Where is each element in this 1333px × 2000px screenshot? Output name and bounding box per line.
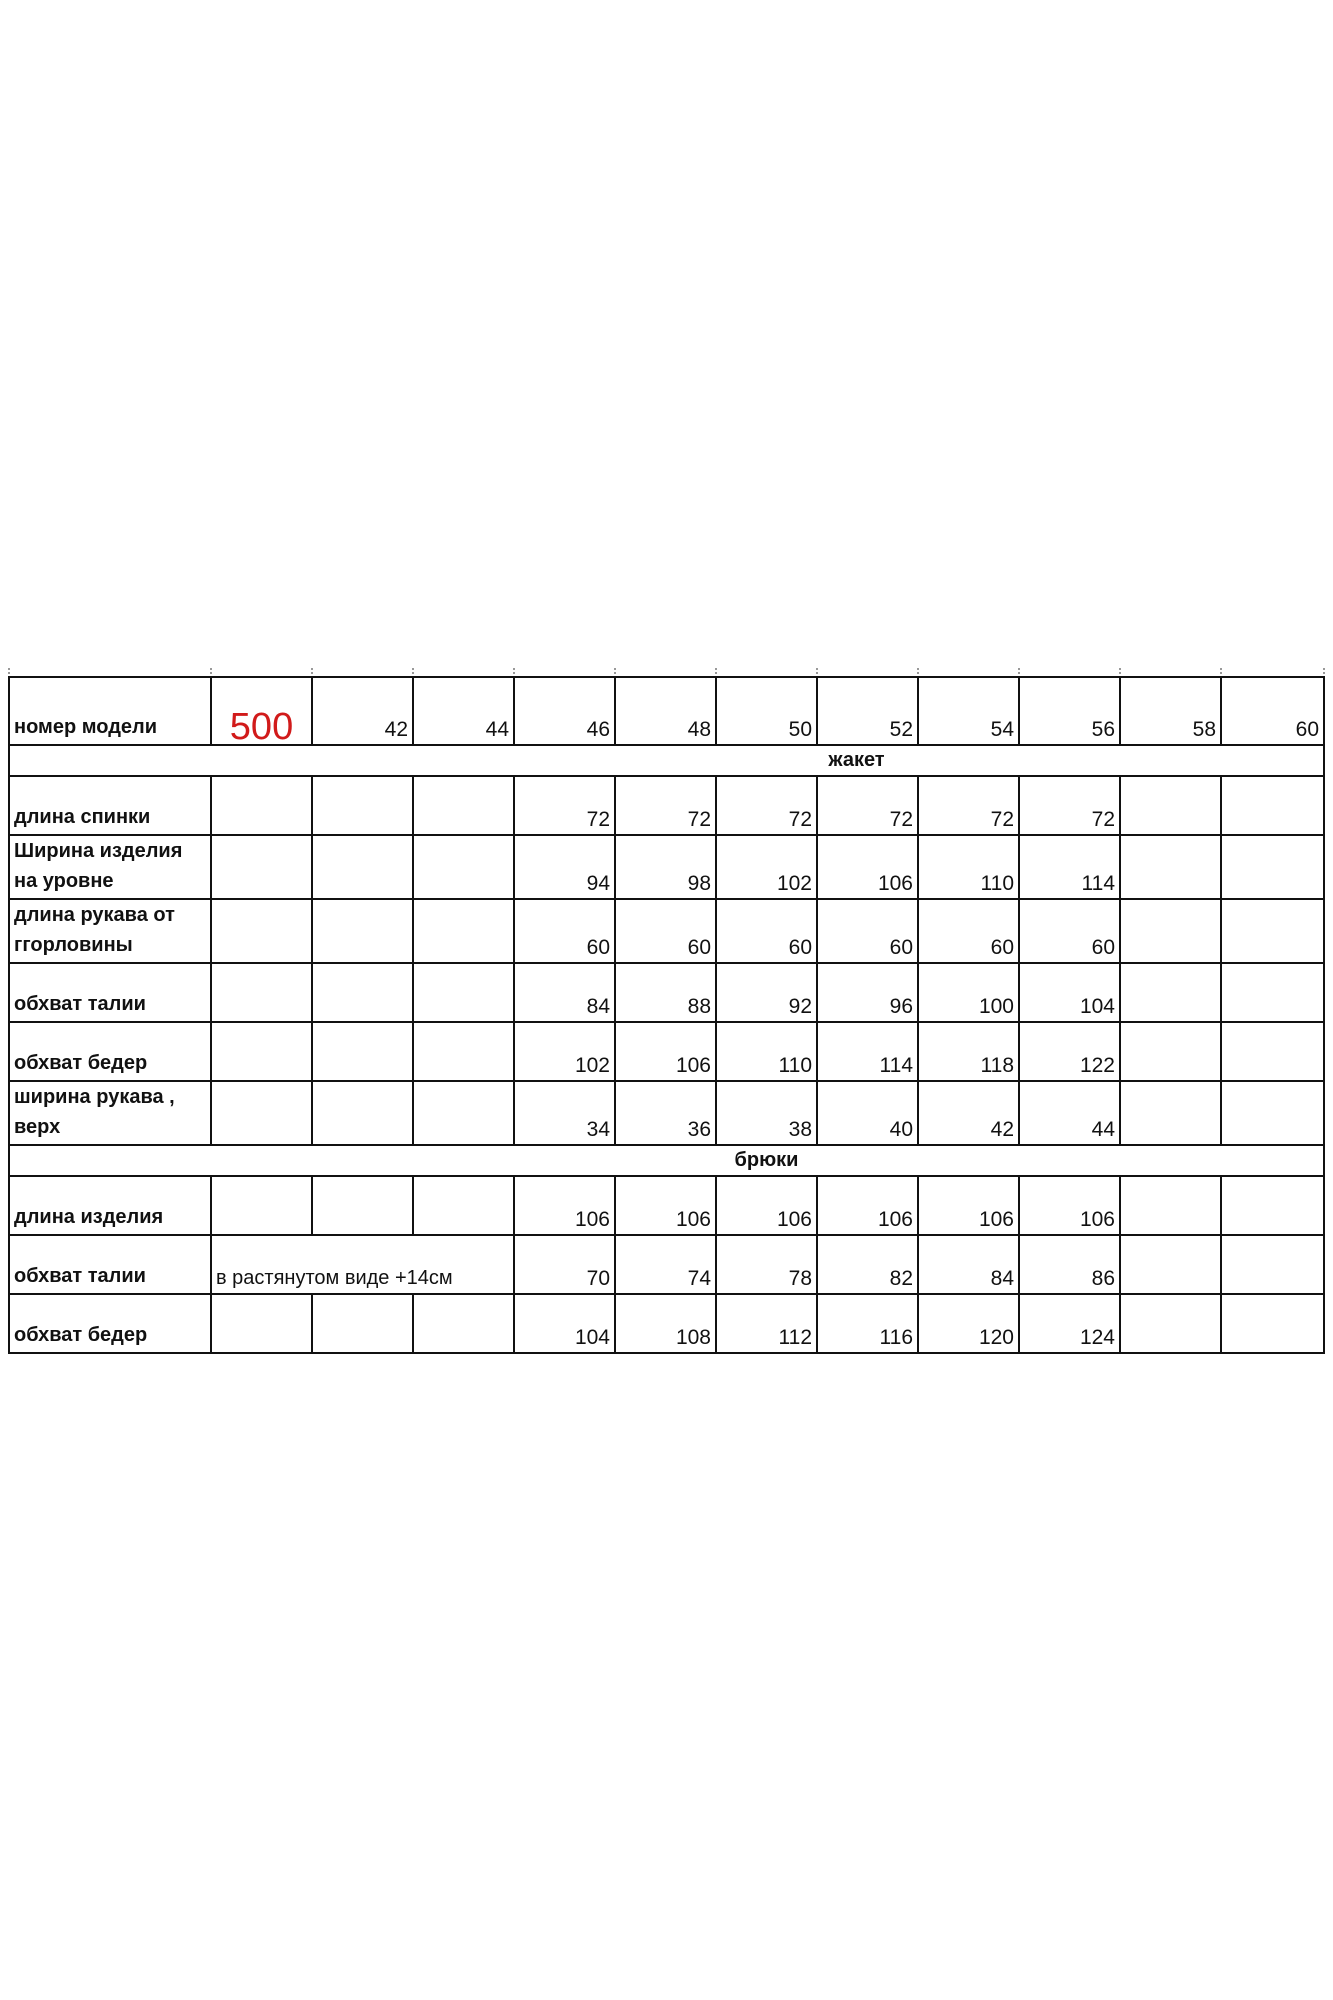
measurement-value — [413, 1176, 514, 1235]
measurement-value: 110 — [918, 835, 1019, 899]
measurement-value — [413, 963, 514, 1022]
empty-cell — [211, 963, 312, 1022]
measurement-value: 106 — [615, 1022, 716, 1081]
measurement-value: 42 — [918, 1081, 1019, 1145]
measurement-value: 102 — [716, 835, 817, 899]
measurement-value — [1221, 1022, 1324, 1081]
size-header-cell: 48 — [615, 677, 716, 745]
measurement-value — [1120, 899, 1221, 963]
table-row — [9, 963, 1324, 1022]
measurement-label: обхват талии — [9, 963, 211, 1022]
measurement-label: обхват бедер — [9, 1294, 211, 1353]
measurement-value: 44 — [1019, 1081, 1120, 1145]
table-row — [9, 1294, 1324, 1353]
measurement-label: длина спинки — [9, 776, 211, 835]
table-row — [9, 1081, 1324, 1145]
measurement-value: 86 — [1019, 1235, 1120, 1294]
measurement-value: 106 — [1019, 1176, 1120, 1235]
table-row — [9, 776, 1324, 835]
measurement-value — [312, 1081, 413, 1145]
empty-cell — [211, 776, 312, 835]
measurement-value — [312, 1022, 413, 1081]
measurement-value — [413, 835, 514, 899]
size-header-cell: 54 — [918, 677, 1019, 745]
section-title: брюки — [9, 1145, 1324, 1176]
measurement-value: 106 — [817, 835, 918, 899]
size-header-cell: 56 — [1019, 677, 1120, 745]
measurement-label: длина рукава от ггорловины — [9, 899, 211, 963]
measurement-label: длина изделия — [9, 1176, 211, 1235]
measurement-label: ширина рукава , верх — [9, 1081, 211, 1145]
measurement-value — [312, 776, 413, 835]
measurement-value — [413, 1022, 514, 1081]
model-number-label: номер модели — [9, 677, 211, 745]
measurement-value: 38 — [716, 1081, 817, 1145]
measurement-label: обхват талии — [9, 1235, 211, 1294]
measurement-label: Ширина изделия на уровне — [9, 835, 211, 899]
section-row — [9, 1145, 1324, 1176]
measurement-value — [1120, 1176, 1221, 1235]
measurement-value — [312, 1176, 413, 1235]
measurement-value: 74 — [615, 1235, 716, 1294]
measurement-value — [1221, 1081, 1324, 1145]
measurement-value: 60 — [1019, 899, 1120, 963]
size-header-cell: 60 — [1221, 677, 1324, 745]
measurement-value: 106 — [918, 1176, 1019, 1235]
table-row — [9, 1235, 1324, 1294]
measurement-value: 106 — [615, 1176, 716, 1235]
size-header-cell: 46 — [514, 677, 615, 745]
measurement-value: 70 — [514, 1235, 615, 1294]
model-number-value: 500 — [211, 677, 312, 745]
measurement-value: 72 — [817, 776, 918, 835]
empty-cell — [211, 899, 312, 963]
empty-cell — [211, 1294, 312, 1353]
measurement-value — [312, 963, 413, 1022]
size-header-cell: 58 — [1120, 677, 1221, 745]
measurement-value: 88 — [615, 963, 716, 1022]
measurement-value: 106 — [716, 1176, 817, 1235]
measurement-value: 72 — [514, 776, 615, 835]
measurement-value: 60 — [615, 899, 716, 963]
table-row — [9, 835, 1324, 899]
measurement-value — [1120, 776, 1221, 835]
size-chart-table — [8, 676, 1325, 1354]
measurement-value: 60 — [514, 899, 615, 963]
measurement-value — [1221, 963, 1324, 1022]
measurement-value: 40 — [817, 1081, 918, 1145]
measurement-value — [1120, 1081, 1221, 1145]
measurement-value: 120 — [918, 1294, 1019, 1353]
measurement-value: 108 — [615, 1294, 716, 1353]
measurement-value — [1221, 1176, 1324, 1235]
measurement-value — [1221, 1294, 1324, 1353]
measurement-value — [1221, 1235, 1324, 1294]
section-title: жакет — [9, 745, 1324, 776]
measurement-value: 114 — [1019, 835, 1120, 899]
measurement-value — [1221, 776, 1324, 835]
measurement-value — [413, 1081, 514, 1145]
measurement-value — [1120, 835, 1221, 899]
measurement-label: обхват бедер — [9, 1022, 211, 1081]
header-row — [9, 677, 1324, 745]
measurement-value: 72 — [918, 776, 1019, 835]
measurement-value — [312, 835, 413, 899]
measurement-value: 102 — [514, 1022, 615, 1081]
empty-cell — [211, 835, 312, 899]
measurement-value: 78 — [716, 1235, 817, 1294]
measurement-note: в растянутом виде +14см — [211, 1235, 312, 1294]
size-header-cell: 50 — [716, 677, 817, 745]
measurement-value: 106 — [514, 1176, 615, 1235]
measurement-value: 112 — [716, 1294, 817, 1353]
table-row — [9, 899, 1324, 963]
size-header-cell: 42 — [312, 677, 413, 745]
measurement-value: 122 — [1019, 1022, 1120, 1081]
measurement-value: 82 — [817, 1235, 918, 1294]
measurement-value: 116 — [817, 1294, 918, 1353]
empty-cell — [211, 1176, 312, 1235]
measurement-value — [413, 776, 514, 835]
measurement-value: 118 — [918, 1022, 1019, 1081]
measurement-value: 36 — [615, 1081, 716, 1145]
measurement-value — [312, 899, 413, 963]
table-row — [9, 1176, 1324, 1235]
size-header-cell: 52 — [817, 677, 918, 745]
measurement-value: 72 — [716, 776, 817, 835]
measurement-value — [1120, 963, 1221, 1022]
measurement-value: 60 — [716, 899, 817, 963]
measurement-value: 84 — [514, 963, 615, 1022]
measurement-value — [413, 899, 514, 963]
measurement-value: 124 — [1019, 1294, 1120, 1353]
measurement-value — [1221, 899, 1324, 963]
section-row — [9, 745, 1324, 776]
measurement-value — [1120, 1235, 1221, 1294]
measurement-value: 114 — [817, 1022, 918, 1081]
measurement-value: 34 — [514, 1081, 615, 1145]
measurement-value — [413, 1294, 514, 1353]
measurement-value: 94 — [514, 835, 615, 899]
empty-cell — [211, 1022, 312, 1081]
measurement-value: 100 — [918, 963, 1019, 1022]
measurement-value — [312, 1294, 413, 1353]
measurement-value: 92 — [716, 963, 817, 1022]
measurement-value: 98 — [615, 835, 716, 899]
size-header-cell: 44 — [413, 677, 514, 745]
measurement-value: 84 — [918, 1235, 1019, 1294]
measurement-value — [1120, 1294, 1221, 1353]
measurement-value: 72 — [615, 776, 716, 835]
empty-cell — [211, 1081, 312, 1145]
measurement-value: 104 — [514, 1294, 615, 1353]
measurement-value — [1120, 1022, 1221, 1081]
measurement-value: 104 — [1019, 963, 1120, 1022]
measurement-value: 96 — [817, 963, 918, 1022]
table-row — [9, 1022, 1324, 1081]
measurement-value: 110 — [716, 1022, 817, 1081]
measurement-value: 60 — [918, 899, 1019, 963]
measurement-value: 60 — [817, 899, 918, 963]
measurement-value: 72 — [1019, 776, 1120, 835]
measurement-value — [1221, 835, 1324, 899]
measurement-value: 106 — [817, 1176, 918, 1235]
